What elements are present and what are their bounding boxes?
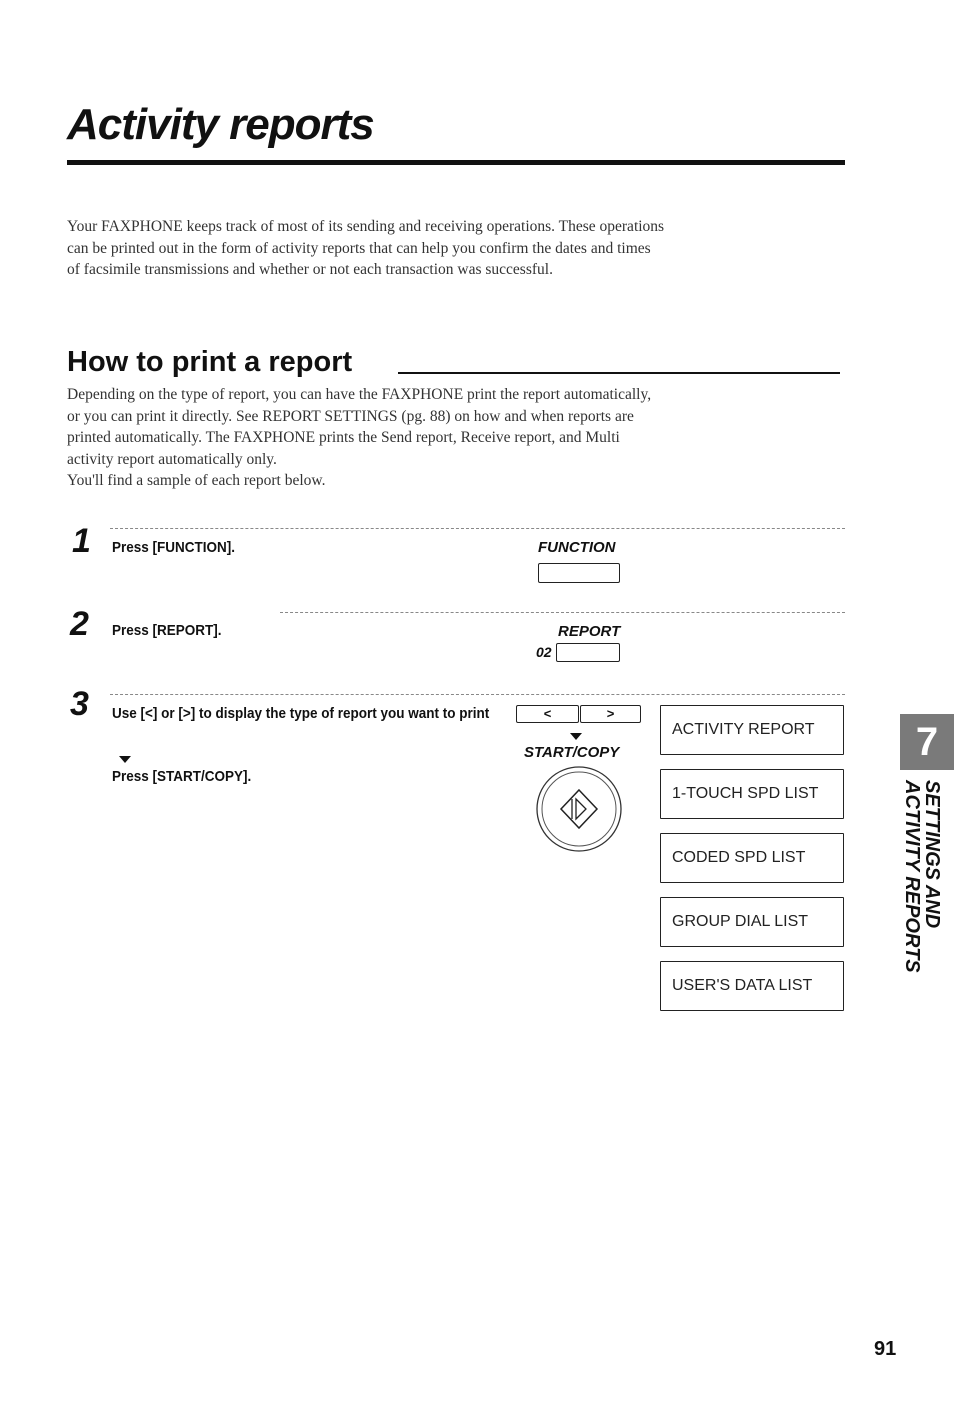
step-instruction: Press [REPORT].	[112, 622, 222, 639]
step-instruction: Press [FUNCTION].	[112, 539, 236, 556]
lcd-display: CODED SPD LIST	[660, 833, 844, 883]
report-key-label: REPORT	[558, 623, 621, 640]
arrow-down-icon	[570, 733, 582, 740]
function-key[interactable]	[538, 563, 620, 583]
function-key-label: FUNCTION	[538, 539, 616, 556]
start-copy-key-label: START/COPY	[524, 744, 620, 761]
chapter-tab	[900, 714, 954, 770]
section-heading-rule	[398, 372, 840, 374]
lcd-display: GROUP DIAL LIST	[660, 897, 844, 947]
section-body	[67, 384, 667, 492]
report-key[interactable]	[556, 643, 620, 662]
step-number: 1	[72, 522, 91, 560]
step-instruction: Use [<] or [>] to display the type of report you want to print	[112, 705, 490, 722]
start-copy-button[interactable]	[533, 763, 625, 855]
section-heading: How to print a report	[67, 346, 353, 378]
step-divider	[110, 528, 845, 529]
lcd-display: ACTIVITY REPORT	[660, 705, 844, 755]
right-arrow-key[interactable]: >	[580, 705, 641, 723]
step-number: 2	[70, 605, 89, 643]
arrow-down-icon	[119, 756, 131, 763]
report-key-code: 02	[536, 644, 552, 660]
chapter-side-label	[900, 780, 942, 1020]
title-rule	[67, 160, 845, 165]
lcd-display: 1-TOUCH SPD LIST	[660, 769, 844, 819]
step-divider	[280, 612, 845, 613]
left-arrow-key[interactable]: <	[516, 705, 579, 723]
page-number: 91	[874, 1338, 897, 1360]
step-number: 3	[70, 685, 89, 723]
intro-paragraph: Your FAXPHONE keeps track of most of its sending and receiving operations. These operations can be printed out in the form of activity reports that can help you confirm the dates and times of facsimile transmissions and whether or not each transaction was successful.	[67, 218, 665, 278]
step-instruction-press: Press [START/COPY].	[112, 768, 252, 785]
section-paragraph-sample: You'll find a sample of each report below.	[67, 472, 326, 489]
chapter-number: 7	[915, 719, 939, 764]
section-paragraph: Depending on the type of report, you can have the FAXPHONE print the report automatically, or you can print it directly. See REPORT SETTINGS (pg. 88) on how and when reports are printed automatically. The FAXPHONE prints the Send report, Receive report, and Multi activity report automatically only.	[67, 386, 652, 468]
chapter-label-line2: ACTIVITY REPORTS	[901, 780, 923, 973]
lcd-display: USER'S DATA LIST	[660, 961, 844, 1011]
step-divider	[110, 694, 845, 695]
page-title: Activity reports	[67, 100, 374, 149]
chapter-label-line1: SETTINGS AND	[921, 780, 943, 929]
